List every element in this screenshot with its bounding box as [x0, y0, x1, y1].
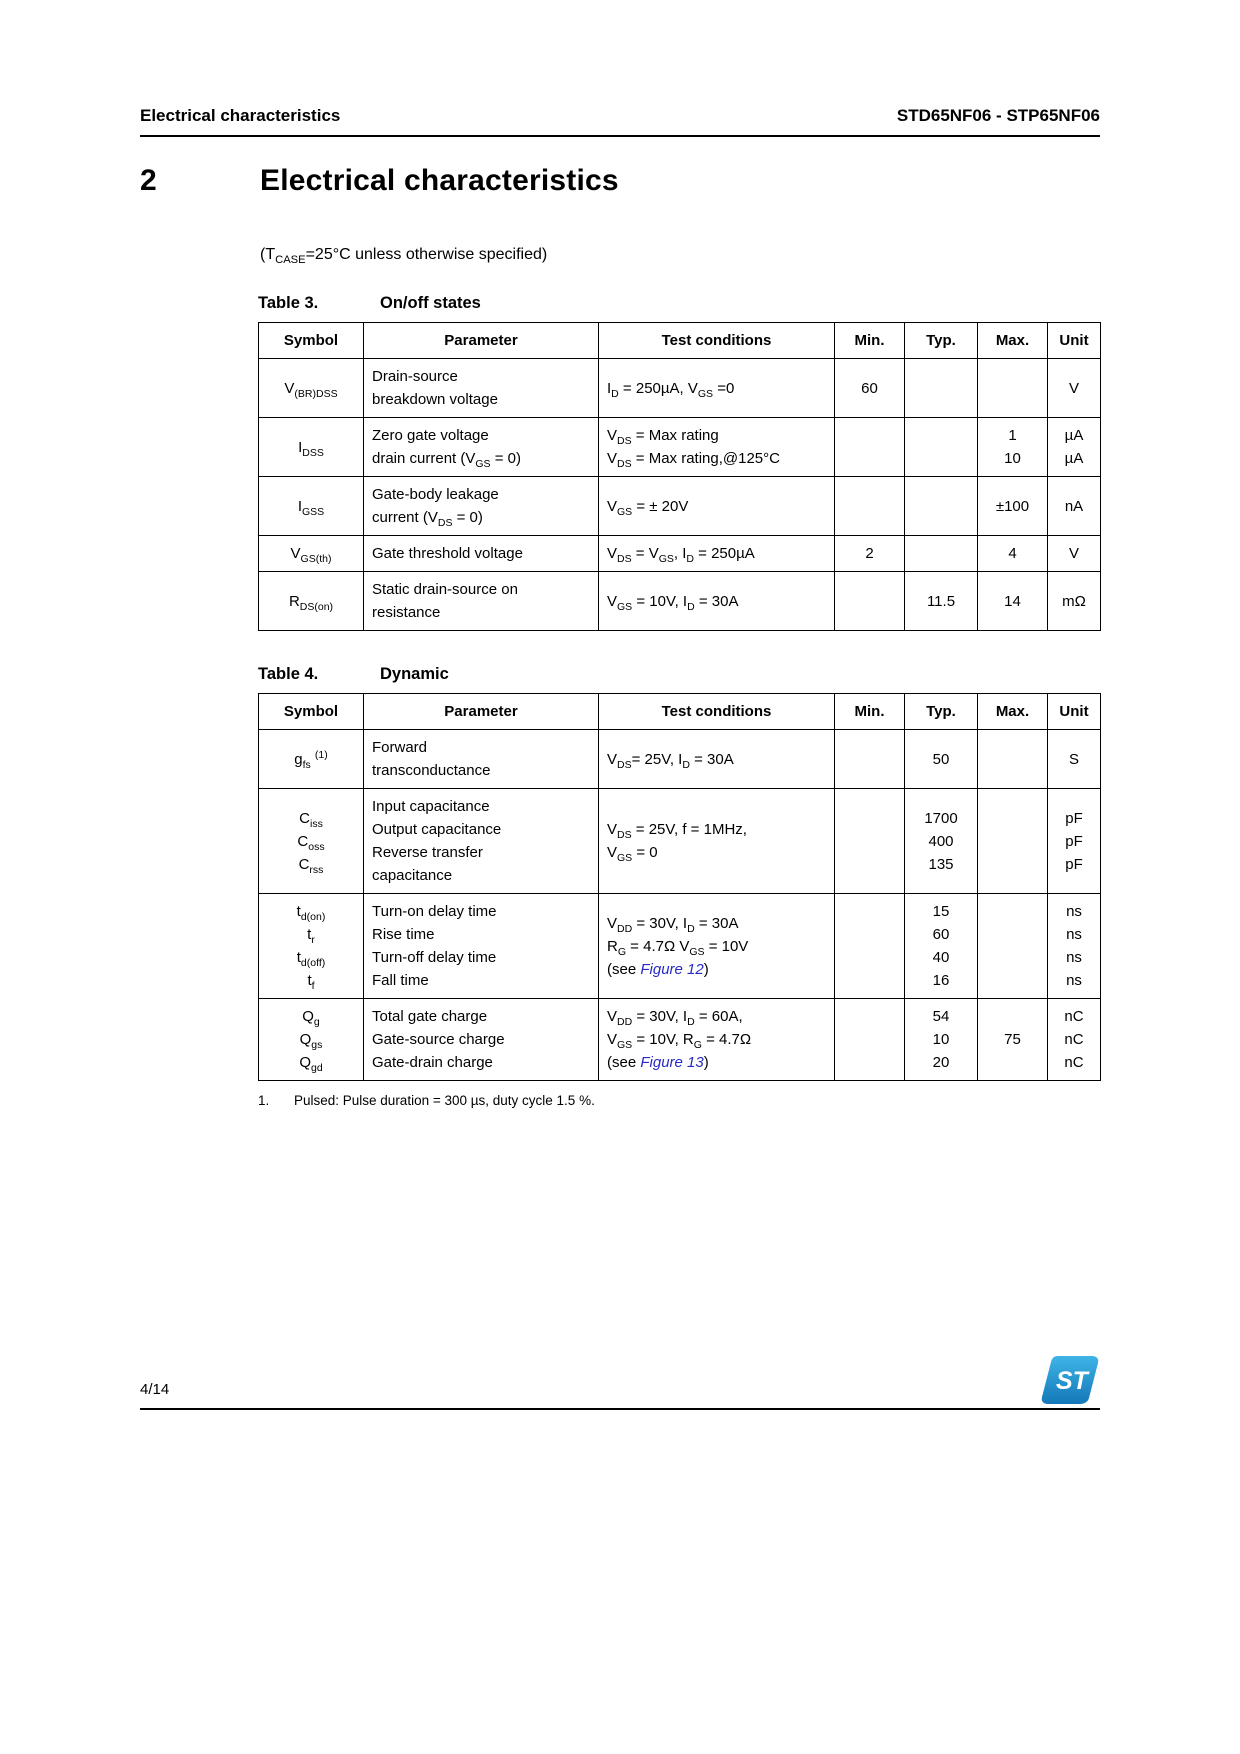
- table3-parameter-value: drain current $(V_{GS} = 0)$: [372, 450, 521, 470]
- table4-test-value: $V_{GS} = 0$: [607, 844, 658, 864]
- figure-link[interactable]: Figure 12: [640, 960, 704, 978]
- table3-test-value: $V_{DS} = V_{GS}$, $I_D = 250\mu A$: [607, 545, 755, 565]
- table4-unit-value: ns: [1066, 972, 1082, 989]
- table3-header-typ: Typ.: [905, 323, 978, 359]
- table3-min-cell: [835, 536, 905, 572]
- table4-header-min: Min.: [835, 694, 905, 730]
- table4-test-cell: [599, 999, 835, 1081]
- table4-parameter-value: Turn-off delay time: [372, 949, 497, 966]
- table3-unit-cell: [1048, 418, 1101, 477]
- table3-test-cell: [599, 536, 835, 572]
- table3-caption: [258, 294, 1100, 313]
- table3-row: [259, 536, 1101, 572]
- table3-parameter-value: Drain-source: [372, 368, 458, 385]
- table4-min-cell: [835, 789, 905, 894]
- table4-parameter-value: capacitance: [372, 867, 453, 884]
- table3-min-cell: [835, 477, 905, 536]
- table3-parameter-cell: [364, 477, 599, 536]
- table3-max-value: 14: [1004, 592, 1021, 610]
- table3-test-value: $V_{DS}$ = Max rating,@125°C: [607, 450, 780, 470]
- table3-unit-value: mΩ: [1062, 592, 1086, 610]
- table3-unit-cell: [1048, 572, 1101, 631]
- table4-test-value: $V_{DS}= 25V$, $I_D = 30A$: [607, 750, 734, 771]
- table4-unit-cell: [1048, 999, 1101, 1081]
- table4-parameter-value: Total gate charge: [372, 1008, 488, 1025]
- table3-max-cell: [978, 536, 1048, 572]
- table4-parameter-value: transconductance: [372, 762, 491, 779]
- table4-symbol-value: $Q_{gd}$: [299, 1054, 323, 1074]
- header-section-label: Electrical characteristics: [140, 106, 341, 125]
- table4-header-unit: Unit: [1048, 694, 1101, 730]
- table3-test-value: $I_D = 250\mu A$, $V_{GS} =0$: [607, 379, 735, 400]
- st-logo-graphic: [1041, 1355, 1099, 1405]
- page-number: 4/14: [140, 1381, 170, 1398]
- table4-symbol-value: $Q_{gs}$: [299, 1031, 323, 1051]
- table4-min-cell: [835, 894, 905, 999]
- table4-parameter-value: Input capacitance: [372, 798, 490, 815]
- table4-typ-value: 40: [932, 949, 950, 966]
- table3-symbol-cell: [259, 359, 364, 418]
- table4-symbol-value: $C_{rss}$: [298, 855, 324, 876]
- table4-row: [259, 730, 1101, 789]
- table3-header-min: Min.: [835, 323, 905, 359]
- table4-symbol-cell: [259, 894, 364, 999]
- table3-test-cell: [599, 572, 835, 631]
- table3-max-cell: [978, 359, 1048, 418]
- table4-symbol-value: $Q_g$: [302, 1008, 320, 1028]
- table4-symbol-cell: [259, 730, 364, 789]
- table3-symbol-cell: [259, 418, 364, 477]
- table4-typ-value: 16: [932, 972, 950, 989]
- footer-rule: [140, 1408, 1100, 1410]
- table4-typ-value: 1700: [924, 809, 958, 827]
- table3-max-value: 1: [1008, 427, 1017, 444]
- table3-min-cell: [835, 572, 905, 631]
- table3-parameter-cell: [364, 359, 599, 418]
- table4-test-cell: [599, 730, 835, 789]
- table4-typ-cell: [905, 789, 978, 894]
- footnote-text: Pulsed: Pulse duration = 300 µs, duty cycle 1.5 %.: [294, 1093, 595, 1108]
- table4-test-cell: [599, 789, 835, 894]
- table4-min-cell: [835, 730, 905, 789]
- table4-typ-value: 20: [932, 1054, 950, 1071]
- table3-unit-value: µA: [1064, 427, 1084, 444]
- table3-max-value: ±100: [995, 497, 1030, 515]
- table4-unit-value: ns: [1066, 949, 1082, 966]
- table4-typ-value: 10: [932, 1031, 950, 1048]
- table3-parameter-value: Gate threshold voltage: [372, 545, 523, 562]
- table4-unit-value: pF: [1065, 832, 1083, 850]
- table3-header-test-conditions: Test conditions: [599, 323, 835, 359]
- section-title: Electrical characteristics: [260, 164, 619, 197]
- table3-max-value: 10: [1004, 450, 1021, 467]
- table3-test-cell: [599, 418, 835, 477]
- table3-unit-value: nA: [1064, 497, 1084, 515]
- content: [258, 294, 1100, 1108]
- table3-unit-cell: [1048, 477, 1101, 536]
- st-logo: [1041, 1355, 1099, 1405]
- table3-max-cell: [978, 477, 1048, 536]
- table4-parameter-value: Turn-on delay time: [372, 903, 497, 920]
- table3-parameter-value: Zero gate voltage: [372, 427, 489, 444]
- table3-header-symbol: Symbol: [259, 323, 364, 359]
- table4-unit-value: ns: [1066, 926, 1082, 943]
- table4-unit-value: S: [1068, 750, 1079, 768]
- footnote-marker: 1.: [258, 1093, 270, 1108]
- table3-max-value: 4: [1008, 545, 1017, 562]
- table4-max-cell: [978, 730, 1048, 789]
- table3-parameter-value: breakdown voltage: [372, 391, 498, 408]
- table3-row: [259, 477, 1101, 536]
- table4-header-typ: Typ.: [905, 694, 978, 730]
- table3-row: [259, 572, 1101, 631]
- table3-symbol-value: $V_{GS(th)}$: [290, 545, 332, 565]
- table4-parameter-value: Output capacitance: [372, 821, 502, 838]
- footnote: [258, 1093, 1100, 1108]
- table4-test-value: (see Figure 13): [607, 1054, 709, 1071]
- table4-max-value: 75: [1004, 1031, 1021, 1048]
- table3-typ-value: 11.5: [926, 592, 956, 610]
- table4-unit-value: nC: [1064, 1031, 1084, 1048]
- table3-unit-value: µA: [1064, 450, 1084, 467]
- st-logo-text: ST: [1056, 1367, 1088, 1395]
- table4: [258, 693, 1101, 1081]
- table4-typ-cell: [905, 894, 978, 999]
- table4-min-cell: [835, 999, 905, 1081]
- table3-typ-cell: [905, 418, 978, 477]
- table3-label: Table 3.: [258, 294, 319, 312]
- table4-row: [259, 894, 1101, 999]
- table3-unit-cell: [1048, 359, 1101, 418]
- table4-typ-value: 60: [932, 926, 950, 943]
- table3-symbol-value: $V_{(BR)DSS}$: [284, 379, 338, 400]
- table4-unit-value: ns: [1066, 903, 1082, 920]
- table4-symbol-value: $C_{oss}$: [297, 832, 325, 853]
- table4-symbol-value: $t_r$: [307, 926, 315, 946]
- table4-header-test-conditions: Test conditions: [599, 694, 835, 730]
- table4-parameter-cell: [364, 894, 599, 999]
- table3-min-value: 2: [865, 545, 874, 562]
- table3-typ-cell: [905, 477, 978, 536]
- table4-unit-cell: [1048, 894, 1101, 999]
- table3-symbol-value: $R_{DS(on)}$: [288, 592, 334, 613]
- table4-symbol-value: $t_{d(off)}$: [296, 949, 326, 969]
- table4-unit-cell: [1048, 730, 1101, 789]
- table3-test-value: $V_{GS} = 10V$, $I_D = 30A$: [607, 592, 739, 613]
- table3-title: On/off states: [380, 294, 481, 312]
- table3-row: [259, 418, 1101, 477]
- table4-parameter-value: Gate-drain charge: [372, 1054, 493, 1071]
- table3-symbol-cell: [259, 536, 364, 572]
- table3-header-row: [259, 323, 1101, 359]
- table4-max-cell: [978, 789, 1048, 894]
- table4-typ-value: 15: [932, 903, 950, 920]
- section-heading: [140, 164, 619, 198]
- table4-body: [259, 730, 1101, 1081]
- table4-unit-value: pF: [1065, 855, 1083, 873]
- table4-unit-value: pF: [1065, 809, 1083, 827]
- table3-parameter-value: current $(V_{DS} = 0)$: [372, 509, 483, 529]
- table4-symbol-value: $C_{iss}$: [299, 809, 323, 830]
- table3-symbol-value: $I_{DSS}$: [298, 438, 324, 459]
- table4-symbol-value: $t_{d(on)}$: [296, 903, 326, 923]
- table3-header-unit: Unit: [1048, 323, 1101, 359]
- table4-typ-cell: [905, 730, 978, 789]
- table3-test-value: $V_{GS}$ = ± 20V: [607, 497, 689, 518]
- table4-test-cell: [599, 894, 835, 999]
- table4-parameter-value: Gate-source charge: [372, 1031, 505, 1048]
- table4-typ-value: 400: [928, 832, 954, 850]
- table4-max-cell: [978, 999, 1048, 1081]
- table3-parameter-value: Static drain-source on: [372, 581, 518, 598]
- table4-row: [259, 999, 1101, 1081]
- table3-unit-cell: [1048, 536, 1101, 572]
- table4-unit-cell: [1048, 789, 1101, 894]
- table4-test-value: (see Figure 12): [607, 960, 709, 978]
- table3-parameter-cell: [364, 572, 599, 631]
- table4-header-parameter: Parameter: [364, 694, 599, 730]
- table4-typ-value: 50: [932, 750, 950, 768]
- table3-header-parameter: Parameter: [364, 323, 599, 359]
- table3: [258, 322, 1101, 631]
- table3-test-value: $V_{DS}$ = Max rating: [607, 427, 719, 447]
- table3-test-cell: [599, 477, 835, 536]
- table3-symbol-cell: [259, 572, 364, 631]
- table4-symbol-cell: [259, 999, 364, 1081]
- table3-row: [259, 359, 1101, 418]
- table4-test-value: $V_{DD} = 30V$, $I_D = 30A$: [607, 914, 739, 935]
- table4-unit-value: nC: [1064, 1008, 1084, 1025]
- table4-parameter-value: Fall time: [372, 972, 429, 989]
- table3-max-cell: [978, 572, 1048, 631]
- table4-parameter-value: Forward: [372, 739, 428, 756]
- table3-typ-cell: [905, 572, 978, 631]
- table3-unit-value: V: [1068, 379, 1079, 397]
- table4-symbol-value: $g_{fs}$ $^{(1)}$: [294, 748, 328, 771]
- table4-parameter-value: Rise time: [372, 926, 435, 943]
- table3-symbol-value: $I_{GSS}$: [297, 497, 325, 518]
- table4-typ-value: 135: [928, 855, 954, 873]
- table4-parameter-cell: [364, 789, 599, 894]
- table4-row: [259, 789, 1101, 894]
- table4-symbol-value: $t_f$: [307, 972, 315, 992]
- table4-max-cell: [978, 894, 1048, 999]
- table4-label: Table 4.: [258, 665, 319, 683]
- condition-note: ($T_{CASE}=25^\circ C$ unless otherwise specified): [260, 246, 548, 267]
- header-part-number: STD65NF06 - STP65NF06: [896, 106, 1100, 125]
- table3-test-cell: [599, 359, 835, 418]
- table3-min-value: 60: [861, 379, 878, 397]
- table4-test-value: $R_G = 4.7\Omega$ $V_{GS} = 10V$: [607, 937, 749, 958]
- table4-unit-value: nC: [1064, 1054, 1084, 1071]
- figure-link[interactable]: Figure 13: [640, 1054, 704, 1071]
- table3-min-cell: [835, 418, 905, 477]
- table3-max-cell: [978, 418, 1048, 477]
- table3-symbol-cell: [259, 477, 364, 536]
- table4-title: Dynamic: [380, 665, 449, 683]
- table3-parameter-cell: [364, 418, 599, 477]
- table4-header-row: [259, 694, 1101, 730]
- table4-parameter-cell: [364, 730, 599, 789]
- table3-body: [259, 359, 1101, 631]
- table4-test-value: $V_{DD} = 30V$, $I_D = 60A$,: [607, 1008, 743, 1028]
- section-number: 2: [140, 164, 157, 197]
- table3-typ-cell: [905, 359, 978, 418]
- table3-header-max: Max.: [978, 323, 1048, 359]
- table4-typ-cell: [905, 999, 978, 1081]
- table3-typ-cell: [905, 536, 978, 572]
- table4-typ-value: 54: [932, 1008, 950, 1025]
- table4-caption: [258, 665, 1100, 684]
- table4-parameter-cell: [364, 999, 599, 1081]
- table4-test-value: $V_{DS} = 25V$, f = 1MHz,: [607, 821, 747, 841]
- table4-header-symbol: Symbol: [259, 694, 364, 730]
- table3-parameter-cell: [364, 536, 599, 572]
- table3-unit-value: V: [1068, 545, 1079, 562]
- table4-parameter-value: Reverse transfer: [372, 844, 483, 861]
- table4-header-max: Max.: [978, 694, 1048, 730]
- table4-test-value: $V_{GS} = 10V$, $R_G = 4.7\Omega$: [607, 1031, 752, 1051]
- table3-min-cell: [835, 359, 905, 418]
- page-header: [140, 106, 1100, 137]
- table3-parameter-value: Gate-body leakage: [372, 486, 499, 503]
- table3-parameter-value: resistance: [372, 604, 441, 621]
- table4-symbol-cell: [259, 789, 364, 894]
